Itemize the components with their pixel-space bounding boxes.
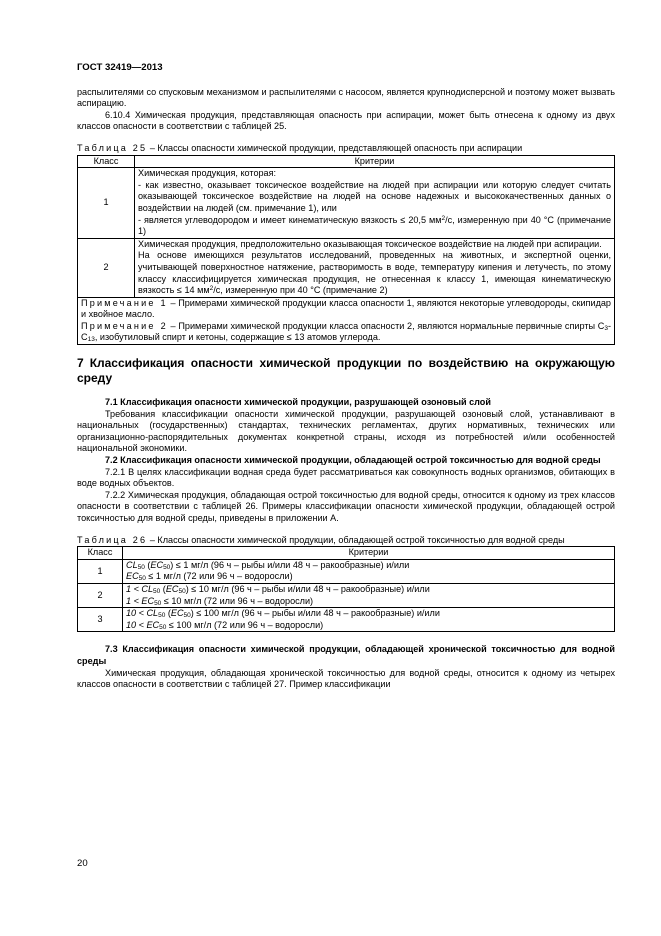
intro-paragraph-2: 6.10.4 Химическая продукция, представляющая опасность при аспирации, может быть отнесена к одному из двух классов опасности в соответствии с таблицей 25. (77, 109, 615, 132)
table26-row3-class: 3 (78, 608, 123, 632)
table26-row1-b2: 50 (138, 575, 146, 583)
table26-row2-line1 (126, 584, 611, 596)
table26-row1-a2: 50 (137, 563, 145, 571)
table26-col-criteria: Критерии (123, 547, 615, 560)
table26-caption-text: – Классы опасности химической продукции, обладающей острой токсичностью для водной среды (147, 534, 565, 545)
table25-header-row (78, 155, 615, 168)
table25-row1-line3a: - является углеводородом и имеет кинематическую вязкость ≤ 20,5 мм (138, 214, 442, 225)
table26-row2-a1: 1 < CL (126, 583, 154, 594)
table25-row1-class: 1 (78, 168, 135, 239)
table26-row2-a2: 50 (153, 587, 161, 595)
table25-note2-c: , изобутиловый спирт и кетоны, содержащие ≤ 13 атомов углерода. (94, 332, 381, 343)
table25-note2-sub2: 13 (87, 336, 95, 344)
table25-row1-line2: - как известно, оказывает токсическое воздействие на людей при аспирации или которую следует считать оказывающей токсическое воздействие на людей на основе надежных и высококачественных данных о воздействии на людей (см. примечание 1), или (138, 179, 611, 213)
table26-row2-b1: 1 < EC (126, 595, 155, 606)
table25-row-2 (78, 238, 615, 297)
section-7-2-title: 7.2 Классификация опасности химической продукции, обладающей острой токсичностью для водной среды (105, 455, 601, 466)
table26-row2-a4: EC (165, 583, 179, 594)
table26-row3-a6: ) ≤ 100 мг/л (96 ч – рыбы и/или 48 ч – ракообразные) и/или (190, 608, 440, 619)
table26-row3-line2 (126, 620, 611, 632)
table25-col-criteria: Критерии (135, 155, 615, 168)
table26-row (78, 608, 615, 632)
table25-note-2 (81, 321, 611, 344)
table25-row2-sup: 2 (209, 285, 214, 293)
table26-row1-b3: ≤ 1 мг/л (72 или 96 ч – водоросли) (145, 571, 293, 582)
table25-caption-text: – Классы опасности химической продукции, представляющей опасность при аспирации (147, 142, 523, 153)
table26-caption (77, 535, 615, 547)
section-7-1-text: Требования классификации опасности химической продукции, разрушающей озоновый слой, устанавливают в национальных (государственных) стандартах, технических регламентах, других нормативных, технических или организационно-распорядительных документах конкретной страны, исходя из потребностей и/или особенностей национальной экономики. (77, 408, 615, 454)
table25-note1-label: Примечание 1 (81, 297, 168, 308)
table26-row1-b1: EC (126, 571, 139, 582)
document-header: ГОСТ 32419—2013 (77, 62, 163, 73)
table26-row3-b3: ≤ 100 мг/л (72 или 96 ч – водоросли) (166, 619, 324, 630)
table26-row2-a3: ( (160, 583, 166, 594)
section-7-heading (77, 356, 615, 385)
table26-row1-class: 1 (78, 559, 123, 583)
table26-row3-b1: 10 < EC (126, 619, 160, 630)
table25-note2-b: -С (81, 320, 611, 343)
table25-notes (78, 297, 615, 344)
table25-row2-line2a: На основе имеющихся результатов исследований, проведенных на животных, и экспертной оценки, учитывающей поверхностное натяжение, растворимость в воде, температуру кипения и летучесть, по этому классу классифицируется химическая продукция, не отнесенная к классу 1, имеющая кинематическую вязкость ≤ 14 мм (138, 250, 611, 296)
table25-row-1 (78, 168, 615, 239)
table26-row3-a2: 50 (158, 612, 166, 620)
table26-row3-a3: ( (165, 608, 171, 619)
table25-caption (77, 143, 615, 155)
table26-row1-criteria (123, 559, 615, 583)
table25-row1-line3 (138, 215, 611, 238)
table26-row1-a3: ( (144, 559, 151, 570)
section-7-2-1: 7.2.1 В целях классификации водная среда будет рассматриваться как совокупность водных организмов, обитающих в воде водных объектов. (77, 466, 615, 489)
table26-row (78, 559, 615, 583)
table-26 (77, 546, 615, 632)
table26-row2-a6: ) ≤ 10 мг/л (96 ч – рыбы и/или 48 ч – ракообразные) и/или (185, 583, 430, 594)
intro-paragraph-1: распылителями со спусковым механизмом и распылителями с насосом, является крупнодисперсной и поэтому может вызвать аспирацию. (77, 86, 615, 109)
table25-note1-text: – Примерами химической продукции класса опасности 1, являются некоторые углеводороды, скипидар и хвойное масло. (81, 297, 611, 320)
table26-row1-a4: EC (150, 559, 164, 570)
table26-row2-b3: ≤ 10 мг/л (72 или 96 ч – водоросли) (161, 595, 314, 606)
table26-row2-criteria (123, 583, 615, 607)
table25-row2-criteria (135, 238, 615, 297)
table26-row2-b2: 50 (154, 599, 162, 607)
section-7-3-text: Химическая продукция, обладающая хронической токсичностью для водной среды, относится к одному из четырех классов опасности в соответствии с таблицей 27. Пример классификации (77, 667, 615, 690)
page-number: 20 (77, 858, 88, 869)
table26-row1-a5: 50 (163, 563, 171, 571)
table25-row1-criteria (135, 168, 615, 239)
table26-row1-line2 (126, 571, 611, 583)
table25-row2-line2 (138, 250, 611, 296)
table25-row2-class: 2 (78, 238, 135, 297)
table26-col-class: Класс (78, 547, 123, 560)
table25-note2-label: Примечание 2 (81, 320, 168, 331)
table26-row2-a5: 50 (178, 587, 186, 595)
table25-caption-label: Таблица 25 (77, 142, 148, 153)
section-7-1-title: 7.1 Классификация опасности химической продукции, разрушающей озоновый слой (105, 397, 491, 408)
table26-header-row (78, 547, 615, 560)
table26-row3-line1 (126, 608, 611, 620)
table25-row1-line3b: /с, измеренную при 40 °С (примечание 1) (138, 214, 612, 237)
table-25 (77, 155, 615, 346)
section-7-2-2: 7.2.2 Химическая продукция, обладающая острой токсичностью для водной среды, относится к одному из трех классов опасности в соответствии с таблицей 26. Примеры классификации опасности химической продукции, обладающей острой токсичностью для водной среды, приведены в приложении А. (77, 489, 615, 523)
table25-notes-row (78, 297, 615, 344)
table26-row3-a1: 10 < CL (126, 608, 159, 619)
table26-row3-b2: 50 (159, 623, 167, 631)
table25-col-class: Класс (78, 155, 135, 168)
section-7-number: 7 (77, 356, 84, 371)
table25-row1-line1: Химическая продукция, которая: (138, 168, 277, 179)
table26-row3-a5: 50 (183, 612, 191, 620)
table26-row (78, 583, 615, 607)
table26-row3-a4: EC (170, 608, 184, 619)
table25-row1-sup: 2 (441, 214, 446, 222)
table26-row3-criteria (123, 608, 615, 632)
table26-row1-line1 (126, 560, 611, 572)
table25-note2-a: – Примерами химической продукции класса опасности 2, являются нормальные первичные спирты С (167, 320, 605, 331)
section-7-title: Классификация опасности химической продукции по воздействию на окружающую среду (77, 356, 615, 385)
table26-row2-class: 2 (78, 583, 123, 607)
table25-note-1 (81, 298, 611, 321)
table26-caption-label: Таблица 26 (77, 534, 148, 545)
table26-row1-a6: ) ≤ 1 мг/л (96 ч – рыбы и/или 48 ч – ракообразные) и/или (170, 559, 410, 570)
document-page (77, 62, 615, 691)
table26-row1-a1: CL (126, 559, 138, 570)
table26-row2-line2 (126, 596, 611, 608)
table25-row2-line1: Химическая продукция, предположительно оказывающая токсическое воздействие на людей при аспирации. (138, 238, 602, 249)
table25-row2-line2b: /с, измеренную при 40 °С (примечание 2) (213, 285, 388, 296)
section-7-3-title: 7.3 Классификация опасности химической продукции, обладающей хронической токсичностью для водной среды (77, 644, 615, 666)
table25-note2-sub1: 3 (604, 324, 608, 332)
